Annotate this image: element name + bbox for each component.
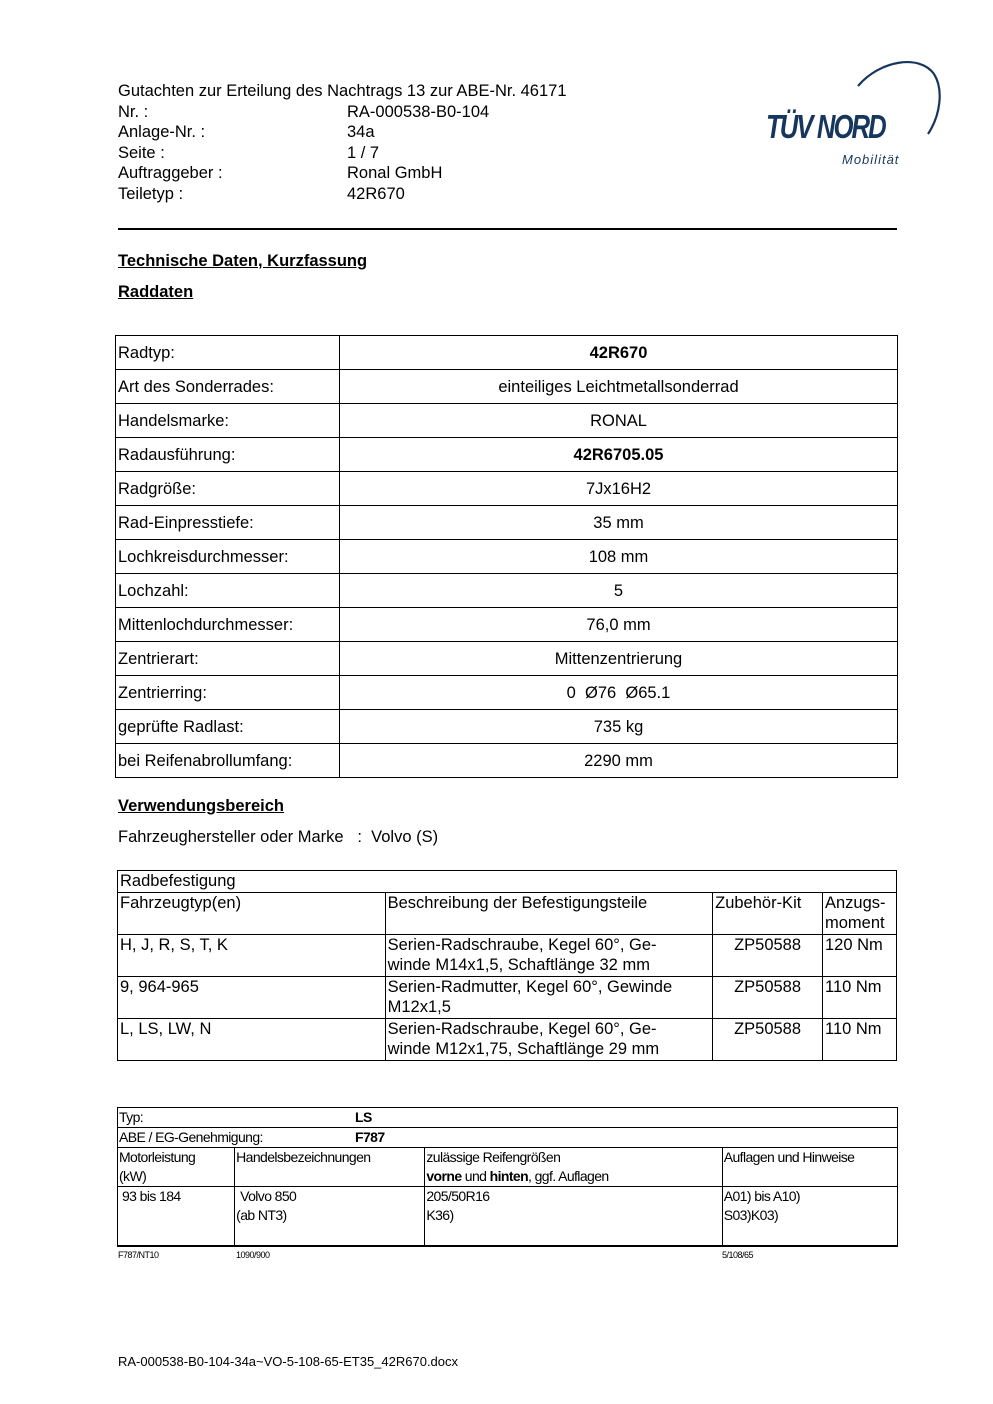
- table-row: [118, 1018, 897, 1060]
- row-value: 76,0 mm: [340, 608, 898, 642]
- header-row-nr: [118, 102, 567, 123]
- row-value: 7Jx16H2: [340, 472, 898, 506]
- table-row: [118, 1187, 898, 1247]
- vehicle-types: 9, 964-965: [118, 976, 386, 1018]
- table-row: [116, 574, 898, 608]
- header-row-auftraggeber: [118, 163, 567, 184]
- table-row: [116, 336, 898, 370]
- mounting-title: Radbefestigung: [118, 871, 897, 893]
- header-line: Anzugs-: [825, 893, 886, 912]
- row-value: 108 mm: [340, 540, 898, 574]
- header-label: Anlage-Nr. :: [118, 123, 206, 142]
- notes-line: A01) bis A10): [723, 1188, 800, 1204]
- engine-power: 93 bis 184: [118, 1187, 235, 1247]
- vehicle-types: H, J, R, S, T, K: [118, 934, 386, 976]
- document-header: [118, 81, 567, 205]
- section-heading-usage: Verwendungsbereich: [118, 797, 284, 815]
- row-value: 35 mm: [340, 506, 898, 540]
- row-label: Mittenlochdurchmesser:: [116, 608, 340, 642]
- header-bold-rear: hinten: [489, 1168, 529, 1184]
- type-value: LS: [355, 1109, 372, 1125]
- header-line: moment: [825, 914, 885, 932]
- header-text: und: [461, 1168, 490, 1184]
- header-label: Nr. :: [118, 102, 149, 121]
- wheel-data-table: [115, 335, 898, 778]
- row-label: geprüfte Radlast:: [116, 710, 340, 744]
- row-value: RONAL: [340, 404, 898, 438]
- table-row: [118, 934, 897, 976]
- type-approval-table: [117, 1107, 898, 1247]
- column-header-names: Handelsbezeichnungen: [235, 1148, 425, 1187]
- row-label: Art des Sonderrades:: [116, 370, 340, 404]
- tightening-torque: 110 Nm: [823, 1018, 897, 1060]
- table-row: [116, 608, 898, 642]
- table-row: [116, 676, 898, 710]
- description-line: Serien-Radmutter, Kegel 60°, Gewinde: [387, 977, 673, 996]
- tuv-nord-logo: [760, 56, 945, 171]
- type-row: [118, 1108, 898, 1128]
- column-header-tyres: [425, 1148, 722, 1187]
- table-row: [116, 370, 898, 404]
- row-label: Rad-Einpresstiefe:: [116, 506, 340, 540]
- section-heading-technical: Technische Daten, Kurzfassung: [118, 252, 368, 270]
- table-header-row: [118, 892, 897, 934]
- row-value: 2290 mm: [340, 744, 898, 778]
- row-label: Handelsmarke:: [116, 404, 340, 438]
- row-value: einteiliges Leichtmetallsonderrad: [340, 370, 898, 404]
- row-label: Radausführung:: [116, 438, 340, 472]
- tyre-line: 205/50R16: [426, 1188, 490, 1204]
- approval-cell: [118, 1128, 898, 1148]
- vehicle-types: L, LS, LW, N: [118, 1018, 386, 1060]
- table-row: [116, 472, 898, 506]
- table-title-row: [118, 871, 897, 893]
- table-row: [116, 710, 898, 744]
- footnote-left: F787/NT10: [118, 1250, 159, 1260]
- row-value: 42R670: [340, 336, 898, 370]
- header-value: 1 / 7: [347, 143, 380, 162]
- column-header-notes: Auflagen und Hinweise: [722, 1148, 897, 1187]
- header-divider: [118, 228, 897, 230]
- footnote-right: 5/108/65: [722, 1250, 754, 1260]
- tyre-sizes: [425, 1187, 722, 1247]
- description-line: winde M14x1,5, Schaftlänge 32 mm: [387, 956, 650, 974]
- row-value: 0 Ø76 Ø65.1: [340, 676, 898, 710]
- header-row-seite: [118, 143, 567, 164]
- logo-subtitle: Mobilität: [842, 152, 900, 167]
- row-value: Mittenzentrierung: [340, 642, 898, 676]
- column-header: Beschreibung der Befestigungsteile: [385, 892, 712, 934]
- header-value: RA-000538-B0-104: [347, 102, 490, 121]
- header-line: [426, 1167, 720, 1186]
- notes-line: S03)K03): [723, 1207, 779, 1223]
- type-label: Typ:: [119, 1109, 144, 1125]
- header-value: 42R670: [347, 184, 405, 203]
- table-row: [116, 642, 898, 676]
- header-label: Teiletyp :: [118, 184, 184, 203]
- accessory-kit: ZP50588: [713, 1018, 823, 1060]
- header-row-anlage: [118, 122, 567, 143]
- approval-value: F787: [355, 1129, 385, 1145]
- description-line: Serien-Radschraube, Kegel 60°, Ge-: [387, 935, 657, 954]
- header-label: Seite :: [118, 143, 165, 162]
- manufacturer-label: Fahrzeughersteller oder Marke: [118, 828, 344, 846]
- header-value: Ronal GmbH: [347, 164, 443, 183]
- column-header: Zubehör-Kit: [713, 892, 823, 934]
- accessory-kit: ZP50588: [713, 976, 823, 1018]
- row-value: 735 kg: [340, 710, 898, 744]
- header-text: , ggf. Auflagen: [528, 1168, 609, 1184]
- tightening-torque: 110 Nm: [823, 976, 897, 1018]
- header-bold-front: vorne: [426, 1168, 462, 1184]
- trade-name-line: (ab NT3): [236, 1207, 287, 1223]
- fastener-description: [385, 976, 712, 1018]
- description-line: Serien-Radschraube, Kegel 60°, Ge-: [387, 1019, 657, 1038]
- trade-names: [235, 1187, 425, 1247]
- column-header-power: [118, 1148, 235, 1187]
- tyre-line: K36): [426, 1207, 454, 1223]
- type-cell: [118, 1108, 898, 1128]
- approval-label: ABE / EG-Genehmigung:: [119, 1129, 263, 1145]
- row-label: Radgröße:: [116, 472, 340, 506]
- table-row: [116, 744, 898, 778]
- row-value: 42R6705.05: [340, 438, 898, 472]
- accessory-kit: ZP50588: [713, 934, 823, 976]
- approval-row: [118, 1128, 898, 1148]
- document-filename: RA-000538-B0-104-34a~VO-5-108-65-ET35_42R670.docx: [118, 1354, 459, 1369]
- row-label: Radtyp:: [116, 336, 340, 370]
- row-label: Zentrierart:: [116, 642, 340, 676]
- notes: [722, 1187, 897, 1247]
- row-label: Lochzahl:: [116, 574, 340, 608]
- mounting-table: [117, 870, 897, 1061]
- table-row: [116, 506, 898, 540]
- description-line: M12x1,5: [387, 998, 451, 1016]
- row-value: 5: [340, 574, 898, 608]
- document-title: Gutachten zur Erteilung des Nachtrags 13 zur ABE-Nr. 46171: [118, 82, 567, 100]
- header-label: Auftraggeber :: [118, 164, 223, 183]
- row-label: Lochkreisdurchmesser:: [116, 540, 340, 574]
- table-row: [118, 976, 897, 1018]
- manufacturer-separator: :: [357, 828, 362, 846]
- header-line: Motorleistung: [119, 1149, 196, 1165]
- column-header: Fahrzeugtyp(en): [118, 892, 386, 934]
- manufacturer-value: Volvo (S): [371, 828, 439, 846]
- section-heading-wheel: Raddaten: [118, 283, 194, 301]
- footnote-mid: 1090/900: [236, 1250, 270, 1260]
- header-row-teiletyp: [118, 184, 567, 205]
- table-row: [116, 540, 898, 574]
- row-label: bei Reifenabrollumfang:: [116, 744, 340, 778]
- table-row: [116, 438, 898, 472]
- header-value: 34a: [347, 123, 375, 142]
- manufacturer-line: [118, 828, 438, 847]
- fastener-description: [385, 1018, 712, 1060]
- row-label: Zentrierring:: [116, 676, 340, 710]
- description-line: winde M12x1,75, Schaftlänge 29 mm: [387, 1040, 660, 1058]
- header-line: zulässige Reifengrößen: [426, 1149, 561, 1165]
- tightening-torque: 120 Nm: [823, 934, 897, 976]
- logo-wordmark: TÜV NORD: [766, 108, 885, 145]
- column-header-torque: [823, 892, 897, 934]
- header-line: (kW): [119, 1168, 147, 1184]
- fastener-description: [385, 934, 712, 976]
- trade-name-line: Volvo 850: [240, 1188, 297, 1204]
- table-row: [116, 404, 898, 438]
- table-header-row: [118, 1148, 898, 1187]
